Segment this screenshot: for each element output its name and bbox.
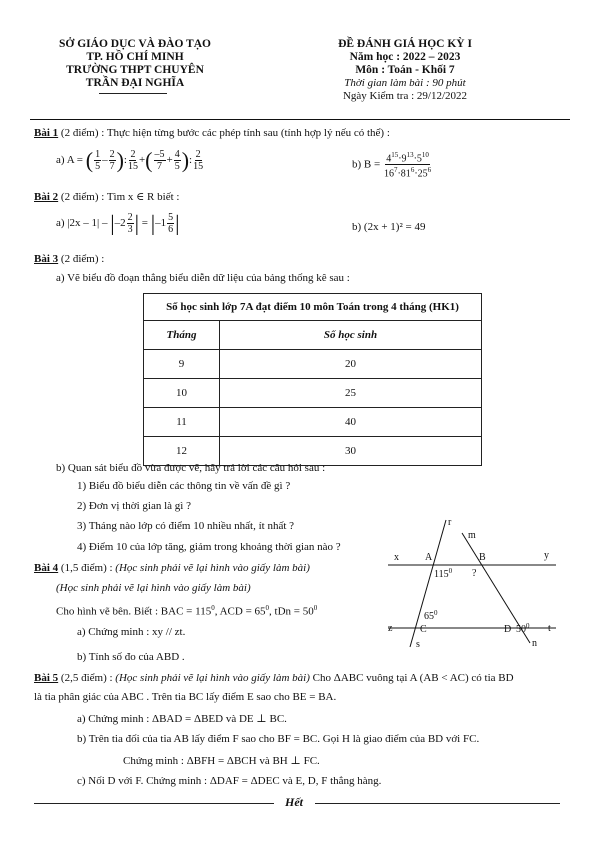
bai4-heading (34, 562, 310, 574)
bai2-a: a) |2x – 1| – |–2 $\frac{2}{3}$ | = |–1 $\frac{5}{6}$ | (56, 210, 180, 236)
exam-time: Thời gian làm bài : 90 phút (344, 77, 466, 89)
table-cell-month: 9 (144, 350, 220, 379)
bai2-label: Bài 2 (34, 191, 59, 203)
footer-line-right (315, 803, 560, 804)
school-year: Năm học : 2022 – 2023 (349, 51, 461, 63)
angle-B-value: ? (472, 568, 477, 579)
angle-C-value: $65^0$ (424, 609, 438, 622)
bai5-a: a) Chứng minh : ΔBAD = ΔBED và DE ⊥ BC. (77, 713, 287, 725)
label-t: t (548, 623, 551, 634)
bai1-b-prefix: b) B = (352, 158, 381, 171)
department-name: SỞ GIÁO DỤC VÀ ĐÀO TẠO (59, 38, 211, 50)
label-B: B (479, 552, 486, 563)
label-A: A (425, 552, 433, 563)
bai4-a: a) Chứng minh : xy // zt. (77, 626, 186, 638)
label-x: x (394, 552, 399, 563)
header-left (40, 38, 230, 90)
header-right (305, 38, 505, 103)
table-row (144, 350, 482, 379)
bai5-b: b) Trên tia đối của tia AB lấy điểm F sao cho BF = BC. Gọi H là giao điểm của BD với FC. (77, 733, 480, 745)
bai3-b: b) Quan sát biểu đồ vừa được vẽ, hãy trả lời các câu hỏi sau : (56, 462, 326, 474)
bai4-note: (Học sinh phải vẽ lại hình vào giấy làm bài) (115, 562, 310, 574)
bai3-question-2: 2) Đơn vị thời gian là gì ? (77, 500, 191, 512)
label-C: C (420, 624, 427, 635)
bai3-question-1: 1) Biểu đồ biểu diễn các thông tin về vấn đề gì ? (77, 480, 291, 492)
bai4-note-2: (Học sinh phải vẽ lại hình vào giấy làm bài) (56, 582, 251, 594)
header-divider (30, 119, 570, 120)
table-row (144, 408, 482, 437)
table-cell-month: 10 (144, 379, 220, 408)
bai2-a-prefix: a) (56, 217, 65, 230)
table-caption: Số học sinh lớp 7A đạt điểm 10 môn Toán trong 4 tháng (HK1) (144, 294, 482, 321)
angle-A-value: $115^0$ (434, 567, 453, 580)
bai5-line1 (34, 672, 514, 684)
table-row (144, 379, 482, 408)
bai5-label: Bài 5 (34, 672, 59, 684)
table-cell-count: 30 (220, 437, 482, 466)
bai4-b: b) Tính số đo của ABD . (77, 651, 185, 663)
table-header-count: Số học sinh (220, 321, 482, 350)
label-s: s (416, 639, 420, 650)
label-n: n (532, 638, 537, 649)
bai4-label: Bài 4 (34, 562, 59, 574)
bai4-given-prefix: Cho hình vẽ bên. Biết : (56, 605, 159, 618)
bai5-points: (2,5 điểm) : (60, 672, 113, 684)
label-m: m (468, 530, 476, 541)
bai3-question-4: 4) Điểm 10 của lớp tăng, giảm trong khoảng thời gian nào ? (77, 541, 341, 553)
geometry-figure (380, 515, 560, 650)
label-r: r (448, 517, 452, 528)
label-y: y (544, 550, 549, 561)
table-cell-count: 20 (220, 350, 482, 379)
bai3-a: a) Vẽ biểu đồ đoạn thẳng biểu diễn dữ liệu của bảng thống kê sau : (56, 272, 350, 284)
bai1-b: b) B = $\frac{4^{15}\cdot 9^{13}\cdot 5^{10}}{16^7\cdot 81^6\cdot 25^6}$ (352, 151, 432, 180)
bai2-heading (34, 190, 179, 203)
label-z: z (388, 623, 393, 634)
bai4-points: (1,5 điểm) : (60, 562, 113, 574)
exam-date: Ngày Kiểm tra : 29/12/2022 (342, 90, 468, 102)
header-left-underline (99, 93, 167, 94)
bai1-instruction: (2 điểm) : Thực hiện từng bước các phép tính sau (tính hợp lý nếu có thể) : (60, 127, 390, 139)
label-D: D (504, 624, 512, 635)
bai1-a-prefix: a) A = (56, 154, 83, 167)
bai3-heading (34, 253, 104, 265)
bai2-b: b) (2x + 1)² = 49 (352, 221, 426, 233)
table-cell-count: 25 (220, 379, 482, 408)
bai3-points: (2 điểm) : (60, 253, 105, 265)
school-name-1: TRƯỜNG THPT CHUYÊN (66, 64, 204, 76)
table-header-month: Tháng (144, 321, 220, 350)
bai5-given: Cho ΔABC vuông tại A (AB < AC) có tia BD (312, 672, 514, 684)
bai1-label: Bài 1 (34, 127, 59, 139)
bai5-c: c) Nối D với F. Chứng minh : ΔDAF = ΔDEC và E, D, F thẳng hàng. (77, 775, 382, 787)
city-name: TP. HỒ CHÍ MINH (86, 51, 184, 63)
statistics-table (143, 293, 482, 466)
footer-line-left (34, 803, 274, 804)
bai5-line2: là tia phân giác của ABC . Trên tia BC lấy điểm E sao cho BE = BA. (34, 691, 337, 703)
subject: Môn : Toán - Khối 7 (355, 64, 455, 76)
angle-D-value: $50^0$ (516, 622, 530, 635)
exam-title: ĐỀ ĐÁNH GIÁ HỌC KỲ I (338, 38, 472, 50)
school-name-2: TRẦN ĐẠI NGHĨA (85, 77, 185, 89)
footer-end: Hết (285, 795, 303, 809)
bai3-label: Bài 3 (34, 253, 59, 265)
table-cell-count: 40 (220, 408, 482, 437)
bai1-a: a) A = ( $\frac{1}{5}$ – $\frac{2}{7}$ ): $\frac{2}{15}$ +( $\frac{-5}{7}$ + $\frac{4}{5}$ ): $\frac{2}{15}$ (56, 147, 204, 173)
bai4-given: Cho hình vẽ bên. Biết : BAC = $115^0$, ACD = $65^0$, tDn = $50^0$ (56, 604, 318, 618)
table-cell-month: 11 (144, 408, 220, 437)
bai3-question-3: 3) Tháng nào lớp có điểm 10 nhiều nhất, ít nhất ? (77, 520, 295, 532)
bai5-b-2: Chứng minh : ΔBFH = ΔBCH và BH ⊥ FC. (123, 755, 320, 767)
bai2-instruction: (2 điểm) : Tìm x ∈ R biết : (60, 191, 180, 203)
bai5-note: (Học sinh phải vẽ lại hình vào giấy làm bài) (115, 672, 310, 684)
table-cell-month: 12 (144, 437, 220, 466)
bai1-heading (34, 127, 390, 139)
